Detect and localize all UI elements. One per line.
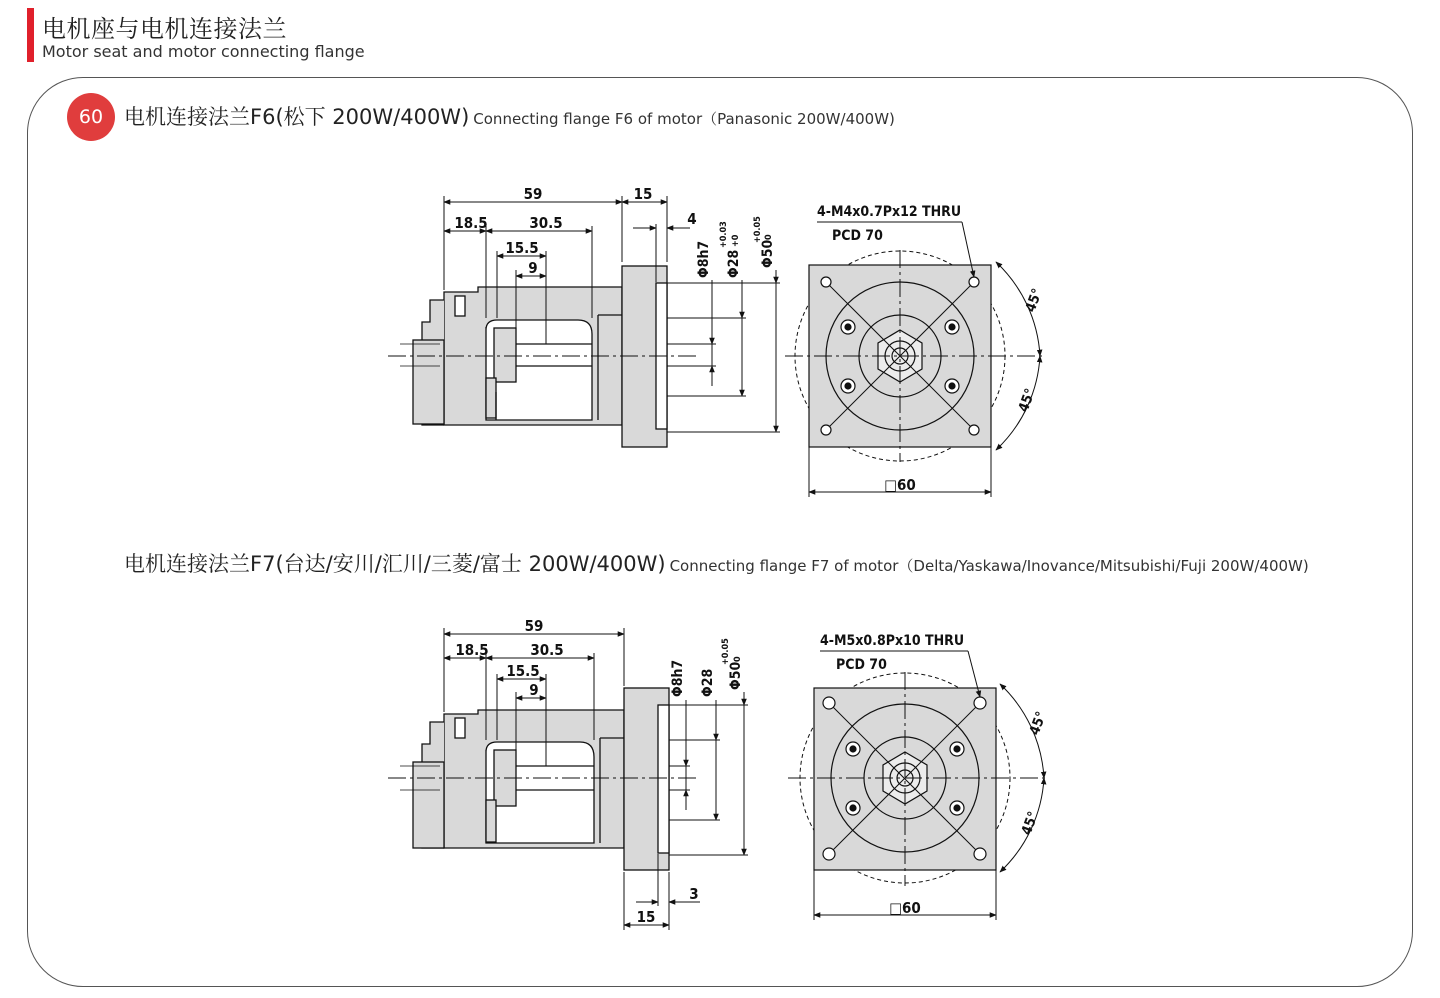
f6-diam-outer-tol-upper: +0.05 xyxy=(753,216,763,243)
f6-dim-d1: 18.5 xyxy=(454,214,488,232)
f6-diam-spigot-tol-lower: +0 xyxy=(731,234,741,247)
f7-dim-d1: 18.5 xyxy=(455,641,489,659)
f6-angle-1: 45° xyxy=(1022,286,1046,315)
f6-diam-outer-tol-lower: 0 xyxy=(764,234,774,240)
f6-diam-shaft: Φ8h7 xyxy=(696,240,712,278)
f6-diam-spigot-tol-upper: +0.03 xyxy=(719,221,729,248)
section-number-badge: 60 xyxy=(67,93,115,141)
f7-dim-d3: 15.5 xyxy=(506,662,540,680)
f7-diam-outer: Φ50 xyxy=(728,661,744,690)
section2-title-zh: 电机连接法兰F7(台达/安川/汇川/三菱/富士 200W/400W) xyxy=(124,552,666,576)
f6-dim-total: 59 xyxy=(523,185,543,203)
f6-dim-d2: 30.5 xyxy=(529,214,563,232)
f6-side-view xyxy=(388,266,700,447)
f7-dim-d4: 9 xyxy=(529,681,539,699)
f7-dim-total: 59 xyxy=(524,617,544,635)
f7-side-view xyxy=(388,688,700,870)
f6-thread-note: 4-M4x0.7Px12 THRU xyxy=(817,204,962,220)
f7-dim-step: 3 xyxy=(689,885,699,903)
f7-diam-outer-tol-upper: +0.05 xyxy=(721,638,731,665)
f7-dim-flange: 15 xyxy=(636,908,656,926)
f7-diam-shaft: Φ8h7 xyxy=(670,659,686,697)
f6-diam-spigot: Φ28 xyxy=(726,249,742,278)
f6-dim-d4: 9 xyxy=(528,259,538,277)
section1-title-en: Connecting flange F6 of motor（Panasonic 200W/400W) xyxy=(473,110,895,128)
f7-diam-spigot: Φ28 xyxy=(700,668,716,697)
f6-pcd-note: PCD 70 xyxy=(832,228,883,244)
f7-angle-1: 45° xyxy=(1026,709,1050,738)
f7-dim-d2: 30.5 xyxy=(530,641,564,659)
f6-dim-flange: 15 xyxy=(633,185,653,203)
f7-front-view xyxy=(788,651,1048,920)
f6-angle-2: 45° xyxy=(1015,386,1039,415)
f6-diam-outer: Φ50 xyxy=(760,239,776,268)
f6-front-view xyxy=(785,222,1046,497)
f7-thread-note: 4-M5x0.8Px10 THRU xyxy=(820,633,965,649)
f7-angle-2: 45° xyxy=(1018,809,1042,838)
f6-dim-d3: 15.5 xyxy=(505,239,539,257)
f6-square-size: □60 xyxy=(884,476,916,494)
f6-dim-step: 4 xyxy=(687,210,697,228)
f7-pcd-note: PCD 70 xyxy=(836,657,887,673)
page-subtitle: Motor seat and motor connecting flange xyxy=(42,42,365,61)
section1-title-zh: 电机连接法兰F6(松下 200W/400W) xyxy=(124,105,470,129)
page-title: 电机座与电机连接法兰 xyxy=(42,15,287,43)
section2-title-en: Connecting flange F7 of motor（Delta/Yaskawa/Inovance/Mitsubishi/Fuji 200W/400W) xyxy=(669,557,1309,575)
f7-square-size: □60 xyxy=(889,899,921,917)
f7-diam-outer-tol-lower: 0 xyxy=(733,656,743,662)
